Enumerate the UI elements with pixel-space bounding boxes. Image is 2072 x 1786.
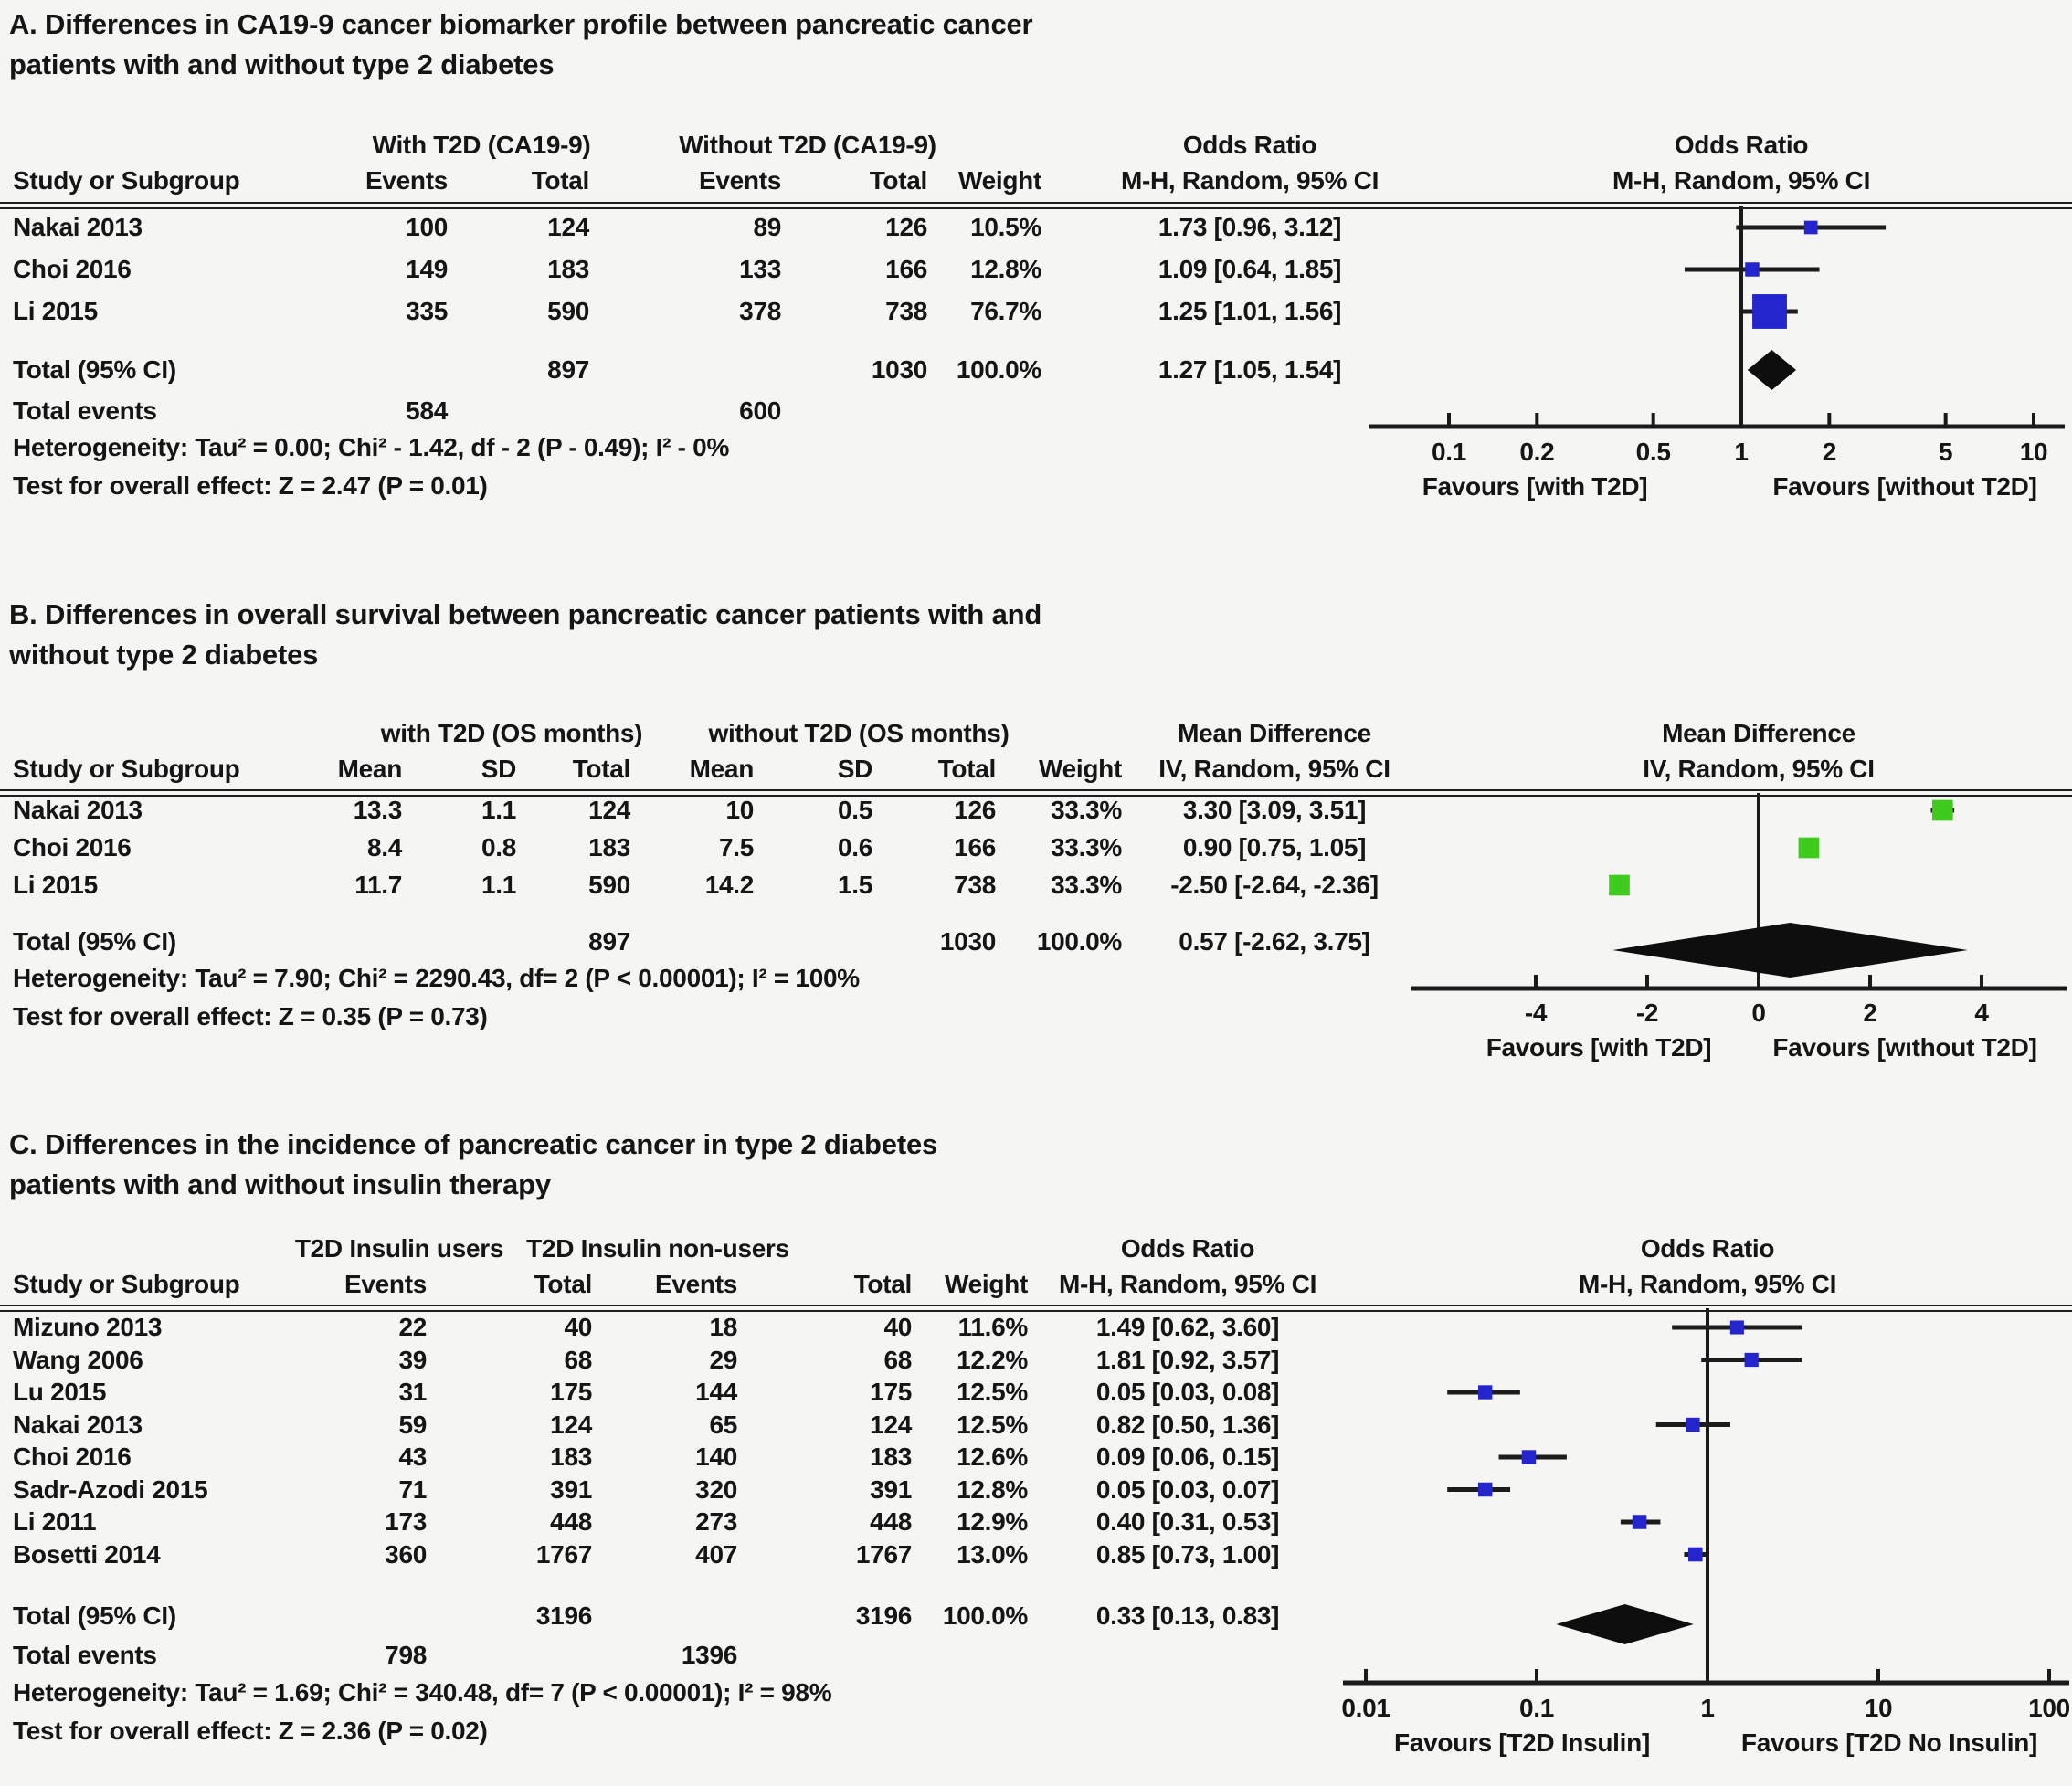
favours-left-label: Favours [T2D Insulin]: [1394, 1728, 1650, 1757]
axis-tick-label: 2: [1863, 999, 1877, 1027]
group-header: with T2D (OS months): [380, 719, 643, 747]
plot-col-header-line1: Odds Ratio: [1640, 1234, 1775, 1263]
forest-square: [1730, 1320, 1744, 1334]
total-cell: 1030: [871, 355, 927, 384]
study-cell: 11.6%: [957, 1313, 1028, 1341]
study-cell: 335: [406, 297, 448, 325]
heterogeneity-note: Heterogeneity: Tau² = 1.69; Chi² = 340.48, df= 7 (P < 0.00001); I² = 98%: [13, 1678, 832, 1707]
num-col-header: SD: [837, 755, 872, 783]
header-rule: [0, 789, 2072, 797]
study-cell: 183: [550, 1443, 592, 1471]
study-name: Li 2015: [13, 297, 98, 325]
panel-A-title-line1: A. Differences in CA19-9 cancer biomarker profile between pancreatic cancer: [9, 8, 1033, 40]
num-col-header: Weight: [1038, 755, 1122, 783]
study-name: Nakai 2013: [13, 796, 143, 824]
study-name: Bosetti 2014: [13, 1539, 161, 1569]
study-name: Wang 2006: [13, 1345, 143, 1374]
study-cell: 13.3: [353, 796, 402, 824]
total-cell: 3196: [535, 1601, 592, 1630]
num-col-header: Total: [534, 1270, 592, 1298]
study-cell: 124: [550, 1410, 592, 1439]
total-effect-label: 0.33 [0.13, 0.83]: [1095, 1601, 1280, 1630]
total-cell: 3196: [855, 1601, 912, 1630]
plot-col-header-line1: Odds Ratio: [1674, 131, 1809, 159]
plot-col-header-line2: IV, Random, 95% CI: [1643, 755, 1875, 783]
overall-effect-note: Test for overall effect: Z = 2.36 (P = 0.02): [13, 1717, 488, 1745]
total-events-cell: 584: [406, 396, 448, 425]
study-cell: 71: [398, 1474, 427, 1504]
num-col-header: Total: [531, 166, 589, 195]
study-name: Li 2011: [13, 1507, 97, 1536]
effect-estimate-label: 0.09 [0.06, 0.15]: [1095, 1443, 1280, 1471]
total-row-label: Total (95% CI): [13, 1601, 176, 1630]
study-cell: 10.5%: [970, 213, 1041, 241]
study-cell: 68: [564, 1345, 592, 1374]
study-cell: 0.5: [837, 796, 872, 824]
study-cell: 140: [695, 1443, 737, 1471]
axis-tick-label: -2: [1635, 999, 1659, 1027]
study-cell: 0.8: [481, 833, 516, 861]
study-cell: 31: [398, 1378, 427, 1406]
axis-tick-label: 0: [1751, 999, 1766, 1027]
study-cell: 10: [725, 796, 754, 824]
study-cell: 7.5: [718, 833, 754, 861]
study-cell: 378: [739, 297, 781, 325]
total-events-label: Total events: [13, 1641, 157, 1669]
favours-left-label: Favours [with T2D]: [1485, 1033, 1712, 1062]
effect-estimate-label: 0.90 [0.75, 1.05]: [1182, 833, 1367, 861]
study-name: Choi 2016: [13, 1443, 132, 1471]
study-cell: 273: [695, 1507, 737, 1536]
study-cell: 12.9%: [957, 1507, 1028, 1536]
study-cell: 14.2: [704, 871, 754, 899]
total-cell: 1030: [939, 927, 996, 956]
study-name: Li 2015: [13, 871, 98, 899]
study-name: Choi 2016: [13, 833, 132, 861]
total-events-cell: 798: [385, 1641, 427, 1669]
num-col-header: Weight: [944, 1270, 1028, 1298]
axis-tick-label: 1: [1700, 1694, 1715, 1722]
summary-diamond: [1612, 923, 1968, 978]
num-col-header: Mean: [337, 755, 402, 783]
study-cell: 448: [870, 1507, 912, 1536]
heterogeneity-note: Heterogeneity: Tau² = 0.00; Chi² - 1.42, df - 2 (P - 0.49); I² - 0%: [13, 433, 730, 461]
favours-right-label: Favours [without T2D]: [1772, 472, 2037, 501]
study-cell: 1.1: [481, 796, 516, 824]
study-cell: 39: [398, 1345, 427, 1374]
panel-A-title-line2: patients with and without type 2 diabetes: [9, 48, 555, 80]
study-cell: 33.3%: [1051, 796, 1122, 824]
study-name: Nakai 2013: [13, 1410, 143, 1439]
study-cell: 0.6: [837, 833, 872, 861]
study-cell: 124: [588, 796, 630, 824]
study-name: Sadr-Azodi 2015: [13, 1474, 208, 1504]
effect-col-header-line1: Mean Difference: [1178, 719, 1371, 747]
axis-tick-label: 10: [2019, 438, 2048, 466]
plot-col-header-line2: M-H, Random, 95% CI: [1612, 166, 1871, 195]
group-header: without T2D (OS months): [708, 719, 1010, 747]
effect-estimate-label: -2.50 [-2.64, -2.36]: [1170, 871, 1379, 899]
panel-B-title-line2: without type 2 diabetes: [9, 639, 319, 671]
study-cell: 40: [883, 1313, 912, 1341]
study-cell: 590: [547, 297, 589, 325]
axis-tick-label: 5: [1939, 438, 1953, 466]
group-header: Without T2D (CA19-9): [679, 131, 936, 159]
forest-square: [1799, 838, 1820, 859]
study-cell: 124: [870, 1410, 912, 1439]
axis-tick-label: -4: [1524, 999, 1548, 1027]
effect-estimate-label: 1.09 [0.64, 1.85]: [1158, 255, 1342, 283]
effect-col-header-line1: Odds Ratio: [1182, 131, 1317, 159]
study-cell: 407: [695, 1539, 737, 1569]
total-cell: 897: [547, 355, 589, 384]
study-col-header: Study or Subgroup: [13, 1270, 240, 1298]
total-effect-label: 1.27 [1.05, 1.54]: [1158, 355, 1342, 384]
study-cell: 149: [406, 255, 448, 283]
study-name: Nakai 2013: [13, 213, 143, 241]
study-cell: 175: [870, 1378, 912, 1406]
study-cell: 65: [709, 1410, 737, 1439]
study-name: Choi 2016: [13, 255, 132, 283]
study-cell: 391: [870, 1474, 912, 1504]
total-events-cell: 1396: [681, 1641, 737, 1669]
effect-estimate-label: 0.40 [0.31, 0.53]: [1095, 1507, 1280, 1536]
total-events-cell: 600: [739, 396, 781, 425]
num-col-header: Mean: [689, 755, 754, 783]
num-col-header: Total: [937, 755, 996, 783]
study-cell: 40: [564, 1313, 592, 1341]
study-cell: 100: [406, 213, 448, 241]
total-effect-label: 0.57 [-2.62, 3.75]: [1179, 927, 1370, 956]
axis-tick-label: 1: [1734, 438, 1749, 466]
forest-square: [1932, 800, 1953, 821]
study-cell: 1.5: [837, 871, 872, 899]
total-row-label: Total (95% CI): [13, 355, 176, 384]
header-rule: [0, 202, 2072, 209]
num-col-header: Total: [869, 166, 927, 195]
forest-square: [1478, 1385, 1492, 1399]
num-col-header: Total: [572, 755, 630, 783]
panel-B-title-line1: B. Differences in overall survival between pancreatic cancer patients with and: [9, 598, 1042, 630]
study-cell: 166: [954, 833, 996, 861]
study-cell: 76.7%: [970, 297, 1041, 325]
study-cell: 391: [550, 1474, 592, 1504]
study-cell: 12.5%: [957, 1378, 1028, 1406]
overall-effect-note: Test for overall effect: Z = 2.47 (P = 0.01): [13, 471, 488, 500]
study-cell: 18: [709, 1313, 737, 1341]
study-cell: 12.6%: [957, 1443, 1028, 1471]
study-cell: 12.2%: [957, 1345, 1028, 1374]
total-row-label: Total (95% CI): [13, 927, 176, 956]
forest-square: [1688, 1548, 1703, 1562]
axis-tick-label: 10: [1864, 1694, 1893, 1722]
group-header: With T2D (CA19-9): [372, 131, 591, 159]
num-col-header: Events: [698, 166, 781, 195]
num-col-header: Events: [365, 166, 448, 195]
study-cell: 22: [398, 1313, 427, 1341]
effect-estimate-label: 0.85 [0.73, 1.00]: [1095, 1539, 1280, 1569]
forest-square: [1522, 1450, 1536, 1464]
group-header: T2D Insulin non-users: [526, 1234, 789, 1263]
forest-square: [1804, 221, 1818, 235]
axis-tick-label: 0.1: [1431, 438, 1467, 466]
study-cell: 33.3%: [1051, 833, 1122, 861]
effect-estimate-label: 0.05 [0.03, 0.07]: [1095, 1474, 1280, 1504]
effect-col-header-line2: M-H, Random, 95% CI: [1120, 166, 1380, 195]
study-cell: 11.7: [354, 871, 402, 899]
study-cell: 1.1: [481, 871, 516, 899]
study-cell: 183: [547, 255, 589, 283]
study-cell: 144: [695, 1378, 737, 1406]
panel-C-title-line2: patients with and without insulin therapy: [9, 1168, 551, 1200]
study-cell: 183: [588, 833, 630, 861]
effect-estimate-label: 3.30 [3.09, 3.51]: [1182, 796, 1367, 824]
study-cell: 68: [883, 1345, 912, 1374]
study-cell: 133: [739, 255, 781, 283]
overall-effect-note: Test for overall effect: Z = 0.35 (P = 0.73): [13, 1002, 488, 1030]
study-cell: 8.4: [366, 833, 402, 861]
group-header: T2D Insulin users: [294, 1234, 504, 1263]
study-cell: 124: [547, 213, 589, 241]
effect-estimate-label: 1.73 [0.96, 3.12]: [1158, 213, 1342, 241]
panel-C-title-line1: C. Differences in the incidence of pancreatic cancer in type 2 diabetes: [9, 1128, 938, 1160]
forest-square: [1633, 1515, 1647, 1529]
study-cell: 29: [709, 1345, 737, 1374]
study-cell: 175: [550, 1378, 592, 1406]
axis-tick-label: 4: [1974, 999, 1989, 1027]
study-cell: 183: [870, 1443, 912, 1471]
forest-square: [1478, 1483, 1492, 1496]
forest-square: [1609, 875, 1630, 896]
summary-diamond: [1556, 1604, 1694, 1644]
num-col-header: Weight: [957, 166, 1041, 195]
header-rule: [0, 1305, 2072, 1312]
study-cell: 1767: [535, 1539, 592, 1569]
study-cell: 738: [885, 297, 927, 325]
study-cell: 448: [550, 1507, 592, 1536]
study-name: Lu 2015: [13, 1378, 107, 1406]
num-col-header: Total: [853, 1270, 912, 1298]
forest-square: [1686, 1418, 1699, 1432]
study-cell: 33.3%: [1051, 871, 1122, 899]
plot-col-header-line1: Mean Difference: [1662, 719, 1855, 747]
heterogeneity-note: Heterogeneity: Tau² = 7.90; Chi² = 2290.43, df= 2 (P < 0.00001); I² = 100%: [13, 964, 860, 992]
axis-tick-label: 2: [1822, 438, 1836, 466]
effect-estimate-label: 0.82 [0.50, 1.36]: [1095, 1410, 1280, 1439]
study-cell: 1767: [855, 1539, 912, 1569]
study-cell: 126: [885, 213, 927, 241]
effect-estimate-label: 1.49 [0.62, 3.60]: [1095, 1313, 1280, 1341]
study-col-header: Study or Subgroup: [13, 755, 240, 783]
axis-tick-label: 100: [2028, 1694, 2070, 1722]
study-cell: 89: [753, 213, 781, 241]
total-cell: 100.0%: [942, 1601, 1028, 1630]
axis-tick-label: 0.01: [1341, 1694, 1390, 1722]
forest-square: [1752, 294, 1787, 329]
num-col-header: Events: [654, 1270, 737, 1298]
total-cell: 100.0%: [956, 355, 1041, 384]
study-cell: 43: [398, 1443, 427, 1471]
axis-tick-label: 0.2: [1519, 438, 1555, 466]
effect-estimate-label: 1.25 [1.01, 1.56]: [1158, 297, 1342, 325]
favours-right-label: Favours [wıthout T2D]: [1772, 1033, 2037, 1062]
forest-square: [1745, 262, 1759, 276]
plot-col-header-line2: M-H, Random, 95% CI: [1578, 1270, 1837, 1298]
study-cell: 360: [385, 1539, 427, 1569]
total-cell: 897: [588, 927, 630, 956]
study-col-header: Study or Subgroup: [13, 166, 240, 195]
study-cell: 166: [885, 255, 927, 283]
study-cell: 12.8%: [957, 1474, 1028, 1504]
effect-estimate-label: 0.05 [0.03, 0.08]: [1095, 1378, 1280, 1406]
study-cell: 126: [954, 796, 996, 824]
effect-estimate-label: 1.81 [0.92, 3.57]: [1095, 1345, 1280, 1374]
summary-diamond: [1748, 350, 1796, 390]
total-events-label: Total events: [13, 396, 157, 425]
num-col-header: SD: [481, 755, 516, 783]
study-cell: 320: [695, 1474, 737, 1504]
study-cell: 173: [385, 1507, 427, 1536]
forest-square: [1745, 1353, 1759, 1367]
num-col-header: Events: [344, 1270, 427, 1298]
study-cell: 59: [398, 1410, 427, 1439]
effect-col-header-line1: Odds Ratio: [1120, 1234, 1255, 1263]
effect-col-header-line2: IV, Random, 95% CI: [1158, 755, 1390, 783]
study-cell: 590: [588, 871, 630, 899]
study-cell: 738: [954, 871, 996, 899]
favours-right-label: Favours [T2D No Insulin]: [1740, 1728, 2038, 1757]
total-cell: 100.0%: [1036, 927, 1122, 956]
favours-left-label: Favours [with T2D]: [1422, 472, 1648, 501]
effect-col-header-line2: M-H, Random, 95% CI: [1058, 1270, 1317, 1298]
study-cell: 13.0%: [957, 1539, 1028, 1569]
axis-tick-label: 0.1: [1518, 1694, 1555, 1722]
study-cell: 12.8%: [970, 255, 1041, 283]
axis-tick-label: 0.5: [1635, 438, 1671, 466]
study-cell: 12.5%: [957, 1410, 1028, 1439]
study-name: Mizuno 2013: [13, 1313, 163, 1341]
